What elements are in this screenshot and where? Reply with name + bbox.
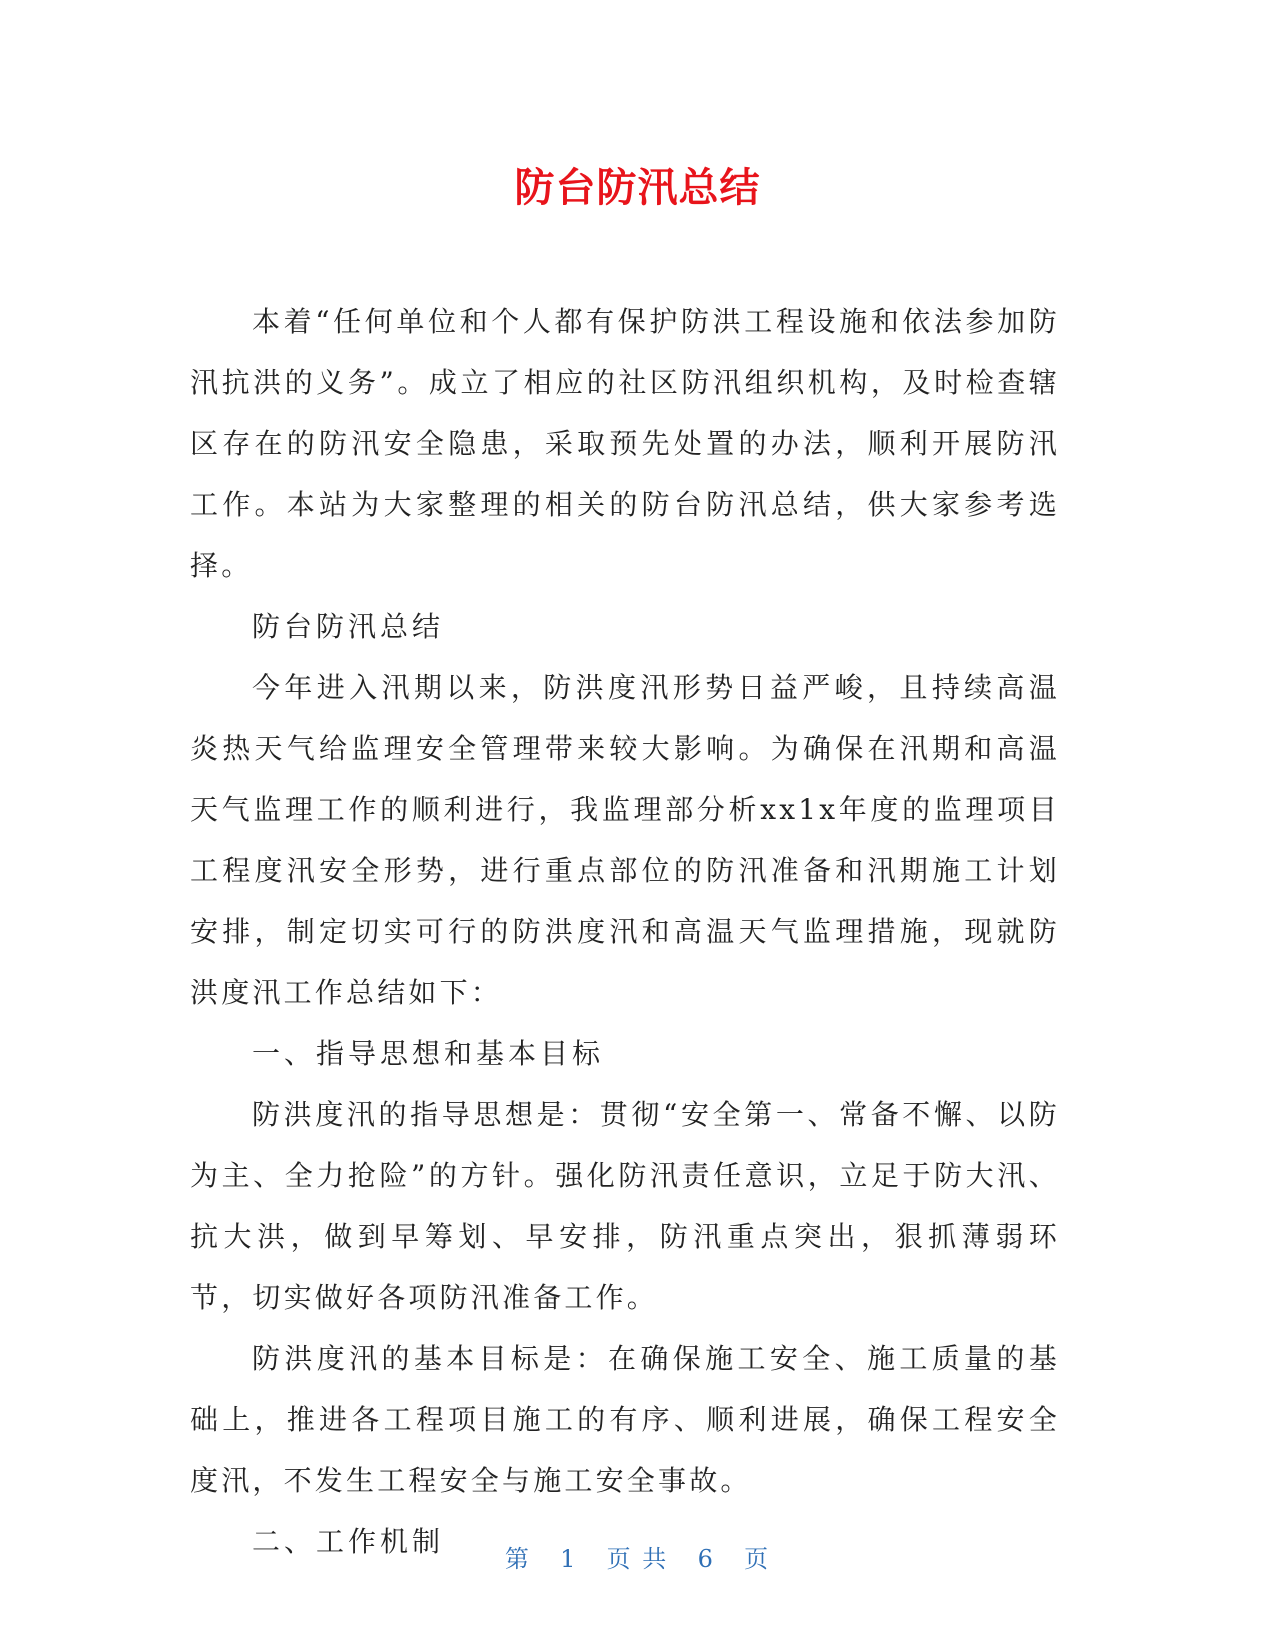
document-body	[190, 291, 1060, 1572]
footer-middle: 页 共	[606, 1545, 669, 1573]
page-number-footer	[0, 1543, 1275, 1575]
document-title: 防台防汛总结	[514, 165, 761, 211]
current-page-number: 1	[560, 1545, 578, 1573]
section-title: 防台防汛总结	[252, 610, 445, 643]
intro-paragraph: 本着“任何单位和个人都有保护防洪工程设施和依法参加防汛抗洪的义务”。成立了相应的社区防汛组织机构，及时检查辖区存在的防汛安全隐患，采取预先处置的办法，顺利开展防汛工作。本站为大家整理的相关的防台防汛总结，供大家参考选择。	[190, 305, 1060, 582]
basic-goal-paragraph: 防洪度汛的基本目标是：在确保施工安全、施工质量的基础上，推进各工程项目施工的有序、顺利进展，确保工程安全度汛，不发生工程安全与施工安全事故。	[190, 1342, 1060, 1497]
total-pages-number: 6	[697, 1545, 715, 1573]
heading-guiding-thought: 一、指导思想和基本目标	[252, 1037, 605, 1070]
summary-paragraph: 今年进入汛期以来，防洪度汛形势日益严峻，且持续高温炎热天气给监理安全管理带来较大影响。为确保在汛期和高温天气监理工作的顺利进行，我监理部分析xx1x年度的监理项目工程度汛安全形势，进行重点部位的防汛准备和汛期施工计划安排，制定切实可行的防洪度汛和高温天气监理措施，现就防洪度汛工作总结如下：	[190, 671, 1060, 1009]
footer-suffix: 页	[744, 1545, 771, 1573]
heading-work-mechanism: 二、工作机制	[252, 1525, 445, 1558]
guiding-thought-paragraph: 防洪度汛的指导思想是：贯彻“安全第一、常备不懈、以防为主、全力抢险”的方针。强化防汛责任意识，立足于防大汛、抗大洪，做到早筹划、早安排，防汛重点突出，狠抓薄弱环节，切实做好各项防汛准备工作。	[190, 1098, 1060, 1314]
footer-prefix: 第	[504, 1545, 531, 1573]
